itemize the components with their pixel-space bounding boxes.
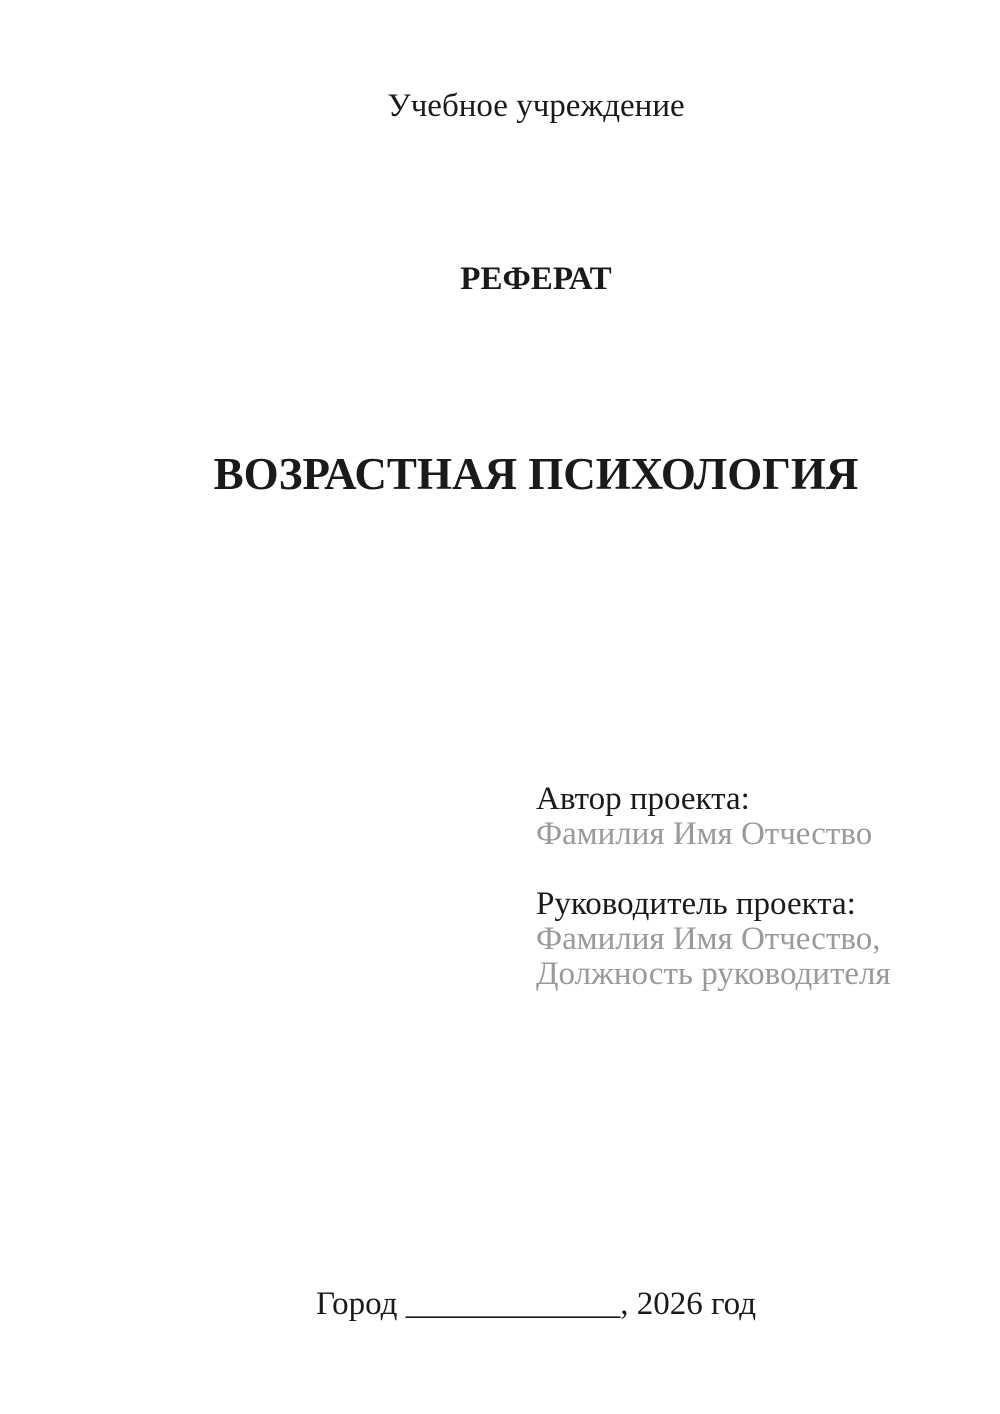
- supervisor-label: Руководитель проекта:: [536, 886, 856, 922]
- institution-name: Учебное учреждение: [387, 88, 685, 124]
- supervisor-name-placeholder: Фамилия Имя Отчество,: [536, 921, 881, 957]
- credits-block: [536, 782, 891, 992]
- author-name-placeholder: Фамилия Имя Отчество: [536, 816, 873, 852]
- author-block: [536, 782, 891, 852]
- document-type-heading: РЕФЕРАТ: [460, 261, 612, 297]
- city-year-line: Город _____________, 2026 год: [315, 1286, 757, 1322]
- document-title: ВОЗРАСТНАЯ ПСИХОЛОГИЯ: [213, 449, 859, 499]
- supervisor-position-placeholder: Должность руководителя: [536, 956, 891, 992]
- author-label: Автор проекта:: [536, 781, 750, 817]
- supervisor-block: [536, 887, 891, 992]
